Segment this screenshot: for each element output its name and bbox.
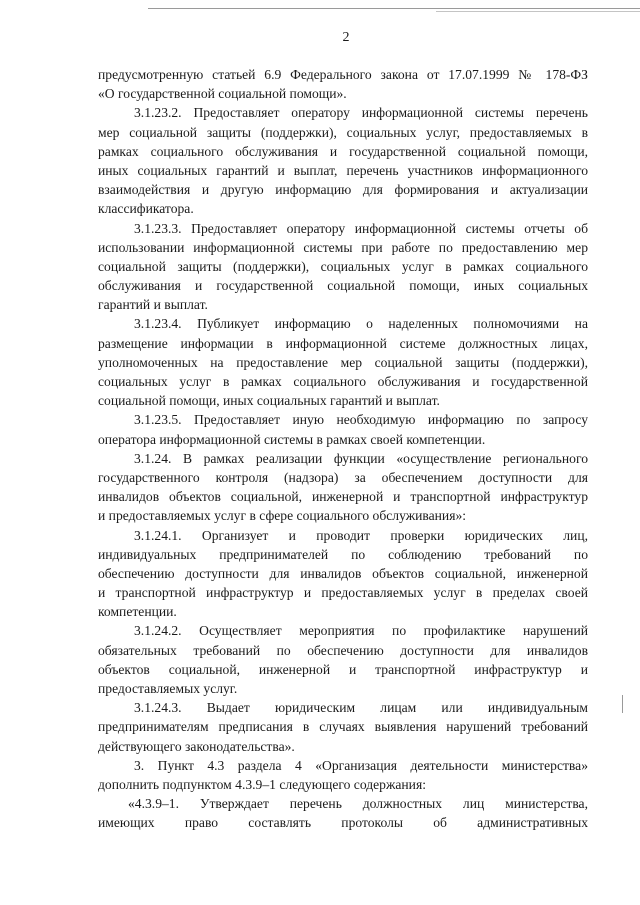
- text-line: предусмотренную статьей 6.9 Федерального закона от 17.07.1999 № 178-ФЗ: [98, 67, 588, 82]
- text-line: рамках социального обслуживания и государственной социальной помощи,: [98, 143, 588, 159]
- text-line: объектов социальной, инженерной и транспортной инфраструктур и: [98, 661, 588, 677]
- text-line: социальной помощи, иных социальных гарантий и выплат.: [98, 393, 440, 409]
- top-rule: [148, 8, 640, 9]
- text-line: классификатора.: [98, 201, 194, 217]
- text-line: 3. Пункт 4.3 раздела 4 «Организация деятельности министерства»: [134, 757, 588, 773]
- text-line: обслуживания и государственной социальной помощи, иных социальных: [98, 278, 588, 294]
- text-line: имеющих право составлять протоколы об административных: [98, 815, 588, 831]
- text-line: гарантий и выплат.: [98, 297, 208, 313]
- text-line: «О государственной социальной помощи».: [98, 86, 347, 102]
- text-line: обеспечению доступности для инвалидов объектов социальной, инженерной: [98, 565, 588, 581]
- text-line: компетенции.: [98, 604, 177, 620]
- text-line: дополнить подпунктом 4.3.9–1 следующего содержания:: [98, 776, 426, 792]
- text-line: 3.1.23.5. Предоставляет иную необходимую информацию по запросу: [134, 412, 588, 428]
- text-line: «4.3.9–1. Утверждает перечень должностных лиц министерства,: [128, 796, 588, 812]
- text-line: предпринимателям предписания в случаях выявления нарушений требований: [98, 719, 588, 735]
- text-line: 3.1.24.1. Организует и проводит проверки юридических лиц,: [134, 527, 588, 543]
- text-line: иных социальных гарантий и выплат, перечень участников информационного: [98, 162, 588, 178]
- text-line: оператора информационной системы в рамках своей компетенции.: [98, 431, 486, 447]
- text-line: мер социальной защиты (поддержки), социальных услуг, предоставляемых в: [98, 124, 588, 140]
- text-line: действующего законодательства».: [98, 738, 295, 754]
- document-body: [98, 65, 588, 833]
- text-line: использовании информационной системы при работе по предоставлению мер: [98, 239, 588, 255]
- text-line: 3.1.23.2. Предоставляет оператору информационной системы перечень: [134, 105, 588, 121]
- text-line: инвалидов объектов социальной, инженерной и транспортной инфраструктур: [98, 489, 588, 505]
- text-line: обязательных требований по обеспечению доступности для инвалидов: [98, 642, 588, 658]
- text-line: 3.1.23.3. Предоставляет оператору информационной системы отчеты об: [134, 220, 588, 236]
- text-line: и предоставляемых услуг в сфере социального обслуживания»:: [98, 508, 467, 524]
- page-number: 2: [342, 30, 350, 45]
- text-line: 3.1.23.4. Публикует информацию о наделенных полномочиями на: [134, 316, 588, 332]
- text-line: государственного контроля (надзора) за обеспечением доступности для: [98, 469, 588, 485]
- text-line: 3.1.24. В рамках реализации функции «осуществление регионального: [134, 450, 588, 466]
- text-line: размещение информации в информационной системе должностных лицах,: [98, 335, 588, 351]
- text-line: индивидуальных предпринимателей по соблюдению требований по: [98, 546, 588, 562]
- top-rule-secondary: [436, 11, 640, 12]
- text-line: социальной защиты (поддержки), социальных услуг в рамках социального: [98, 258, 588, 274]
- text-line: 3.1.24.2. Осуществляет мероприятия по профилактике нарушений: [134, 623, 588, 639]
- text-line: 3.1.24.3. Выдает юридическим лицам или индивидуальным: [134, 700, 588, 716]
- scan-artifact-mark: [622, 695, 623, 713]
- text-line: уполномоченных на предоставление мер социальной защиты (поддержки),: [98, 354, 588, 370]
- text-line: и транспортной инфраструктур и предоставляемых услуг в пределах своей: [98, 585, 588, 601]
- text-line: предоставляемых услуг.: [98, 681, 238, 696]
- text-line: социальных услуг в рамках социального обслуживания и государственной: [98, 374, 588, 389]
- text-line: взаимодействия и другую информацию для формирования и актуализации: [98, 182, 588, 198]
